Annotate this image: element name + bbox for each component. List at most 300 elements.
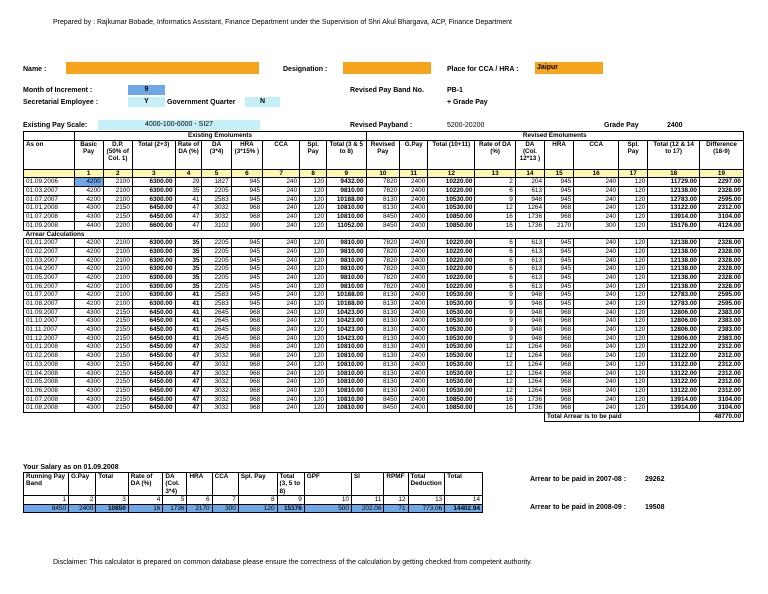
salary-header: Total bbox=[96, 473, 128, 496]
table-row bbox=[24, 204, 744, 213]
table-cell: 120 bbox=[619, 187, 648, 196]
table-row bbox=[24, 282, 744, 291]
table-row bbox=[24, 369, 744, 378]
table-cell: 120 bbox=[619, 352, 648, 361]
table-cell: 2200 bbox=[103, 221, 132, 230]
table-cell: 01.03.2007 bbox=[24, 256, 75, 265]
table-cell: 968 bbox=[231, 404, 262, 413]
table-cell: 10530.00 bbox=[428, 326, 475, 335]
salary-number: 4 bbox=[128, 496, 163, 505]
column-header: Total (12 & 14 to 17) bbox=[648, 140, 700, 169]
table-cell: 6300.00 bbox=[132, 300, 175, 309]
table-cell: 120 bbox=[619, 360, 648, 369]
table-cell: 01.06.2008 bbox=[24, 386, 75, 395]
table-row bbox=[24, 395, 744, 404]
salary-number: 9 bbox=[277, 496, 304, 505]
table-cell: 41 bbox=[175, 334, 202, 343]
table-cell: 3032 bbox=[202, 343, 231, 352]
table-cell: 968 bbox=[545, 404, 574, 413]
table-cell: 120 bbox=[300, 386, 327, 395]
table-cell: 9 bbox=[475, 317, 515, 326]
table-cell: 10220.00 bbox=[428, 282, 475, 291]
table-cell: 4300 bbox=[74, 404, 103, 413]
table-cell: 945 bbox=[231, 187, 262, 196]
salary-value: 300 bbox=[212, 504, 238, 513]
table-cell: 9 bbox=[475, 334, 515, 343]
table-cell: 7820 bbox=[366, 187, 400, 196]
table-cell: 2400 bbox=[400, 300, 428, 309]
table-cell: 945 bbox=[231, 291, 262, 300]
table-cell: 35 bbox=[175, 282, 202, 291]
column-number: 10 bbox=[366, 169, 400, 178]
table-cell: 968 bbox=[545, 395, 574, 404]
table-cell: 240 bbox=[263, 317, 300, 326]
table-cell: 6 bbox=[475, 282, 515, 291]
salary-value: 2400 bbox=[69, 504, 96, 513]
blank-cell bbox=[24, 412, 545, 421]
table-cell: 8450 bbox=[366, 395, 400, 404]
table-cell: 41 bbox=[175, 308, 202, 317]
column-number: 7 bbox=[263, 169, 300, 178]
table-cell: 240 bbox=[263, 256, 300, 265]
table-cell: 35 bbox=[175, 265, 202, 274]
table-row bbox=[24, 334, 744, 343]
table-cell: 2312.00 bbox=[699, 343, 743, 352]
table-row bbox=[24, 386, 744, 395]
table-cell: 968 bbox=[545, 369, 574, 378]
salary-header: Total bbox=[445, 473, 483, 496]
month-label: Month of Increment : bbox=[23, 87, 93, 94]
table-cell: 1736 bbox=[515, 404, 544, 413]
salary-value: 71 bbox=[384, 504, 408, 513]
table-cell: 10530.00 bbox=[428, 291, 475, 300]
table-cell: 948 bbox=[515, 300, 544, 309]
table-cell: 2595.00 bbox=[699, 300, 743, 309]
table-cell: 9810.00 bbox=[327, 239, 366, 248]
table-cell: 12806.00 bbox=[648, 317, 700, 326]
table-cell: 9 bbox=[475, 308, 515, 317]
column-header: Total (10+11) bbox=[428, 140, 475, 169]
table-cell: 4300 bbox=[74, 378, 103, 387]
blank-cell bbox=[24, 132, 75, 141]
table-cell: 01.01.2007 bbox=[24, 239, 75, 248]
table-cell: 2400 bbox=[400, 308, 428, 317]
column-header: Spl. Pay bbox=[300, 140, 327, 169]
table-cell: 945 bbox=[545, 178, 574, 187]
table-cell: 240 bbox=[263, 195, 300, 204]
table-cell: 41 bbox=[175, 300, 202, 309]
table-cell: 968 bbox=[545, 343, 574, 352]
name-field[interactable] bbox=[66, 62, 259, 74]
table-cell: 13122.00 bbox=[648, 204, 700, 213]
table-cell: 3102 bbox=[202, 221, 231, 230]
table-cell: 01.02.2007 bbox=[24, 247, 75, 256]
table-cell: 120 bbox=[619, 265, 648, 274]
emoluments-table bbox=[23, 131, 744, 422]
table-cell: 9810.00 bbox=[327, 273, 366, 282]
salary-value-row bbox=[24, 504, 483, 513]
table-cell: 2205 bbox=[202, 256, 231, 265]
designation-label: Designation : bbox=[283, 66, 328, 73]
table-cell: 12138.00 bbox=[648, 265, 700, 274]
table-cell: 4200 bbox=[74, 282, 103, 291]
table-cell: 120 bbox=[300, 195, 327, 204]
table-cell: 240 bbox=[574, 395, 619, 404]
table-cell: 2400 bbox=[400, 404, 428, 413]
table-cell: 945 bbox=[231, 273, 262, 282]
table-cell: 120 bbox=[619, 213, 648, 222]
table-cell: 47 bbox=[175, 221, 202, 230]
table-cell: 968 bbox=[231, 360, 262, 369]
table-cell: 240 bbox=[263, 378, 300, 387]
table-cell: 3032 bbox=[202, 395, 231, 404]
month-field[interactable]: 9 bbox=[128, 85, 165, 95]
designation-field[interactable] bbox=[343, 62, 431, 74]
table-cell: 10810.00 bbox=[327, 378, 366, 387]
column-number-row bbox=[24, 169, 744, 178]
table-cell: 12783.00 bbox=[648, 300, 700, 309]
table-cell: 240 bbox=[263, 308, 300, 317]
place-label: Place for CCA / HRA : bbox=[447, 66, 519, 73]
column-number: 19 bbox=[699, 169, 743, 178]
table-cell: 968 bbox=[545, 334, 574, 343]
table-cell: 47 bbox=[175, 378, 202, 387]
table-cell: 968 bbox=[231, 369, 262, 378]
place-field[interactable]: Jaipur bbox=[535, 62, 603, 74]
column-number: 3 bbox=[132, 169, 175, 178]
table-cell: 120 bbox=[619, 378, 648, 387]
table-cell: 2328.00 bbox=[699, 187, 743, 196]
table-cell: 968 bbox=[545, 352, 574, 361]
column-number: 2 bbox=[103, 169, 132, 178]
table-cell: 204 bbox=[515, 178, 544, 187]
table-cell: 4400 bbox=[74, 221, 103, 230]
table-cell: 2400 bbox=[400, 239, 428, 248]
table-cell: 11052.00 bbox=[327, 221, 366, 230]
table-cell: 120 bbox=[300, 369, 327, 378]
table-cell: 2205 bbox=[202, 239, 231, 248]
table-cell: 240 bbox=[574, 326, 619, 335]
salary-number: 7 bbox=[212, 496, 238, 505]
table-cell: 8130 bbox=[366, 334, 400, 343]
column-number: 8 bbox=[300, 169, 327, 178]
column-header: DA (Col. 12*13 ) bbox=[515, 140, 544, 169]
table-cell: 12 bbox=[475, 204, 515, 213]
table-cell: 12 bbox=[475, 378, 515, 387]
table-cell: 945 bbox=[231, 256, 262, 265]
table-row bbox=[24, 273, 744, 282]
table-cell: 2400 bbox=[400, 386, 428, 395]
table-cell: 240 bbox=[263, 178, 300, 187]
table-cell: 240 bbox=[574, 369, 619, 378]
table-cell: 9 bbox=[475, 195, 515, 204]
table-cell: 01.04.2007 bbox=[24, 265, 75, 274]
table-cell: 2100 bbox=[103, 273, 132, 282]
arrear-2007-value: 29262 bbox=[645, 476, 665, 483]
table-cell: 10850.00 bbox=[428, 213, 475, 222]
table-cell: 6450.00 bbox=[132, 404, 175, 413]
table-cell: 240 bbox=[263, 265, 300, 274]
quarter-field[interactable]: N bbox=[245, 97, 280, 107]
table-cell: 968 bbox=[231, 213, 262, 222]
table-cell: 968 bbox=[545, 386, 574, 395]
table-cell: 1264 bbox=[515, 204, 544, 213]
table-row bbox=[24, 187, 744, 196]
table-cell: 968 bbox=[231, 317, 262, 326]
table-cell: 01.08.2007 bbox=[24, 300, 75, 309]
table-cell: 3032 bbox=[202, 360, 231, 369]
table-cell: 9810.00 bbox=[327, 187, 366, 196]
table-cell: 9432.00 bbox=[327, 178, 366, 187]
table-cell: 2150 bbox=[103, 326, 132, 335]
table-cell: 2400 bbox=[400, 221, 428, 230]
table-cell: 35 bbox=[175, 247, 202, 256]
group-header-row bbox=[24, 132, 744, 141]
table-cell: 120 bbox=[300, 326, 327, 335]
table-cell: 13122.00 bbox=[648, 378, 700, 387]
table-cell: 01.03.2008 bbox=[24, 360, 75, 369]
table-cell: 120 bbox=[619, 282, 648, 291]
table-cell: 10850.00 bbox=[428, 395, 475, 404]
table-cell: 01.07.2007 bbox=[24, 195, 75, 204]
table-cell: 2400 bbox=[400, 360, 428, 369]
table-cell: 47 bbox=[175, 213, 202, 222]
table-cell: 01.05.2008 bbox=[24, 378, 75, 387]
table-cell: 35 bbox=[175, 273, 202, 282]
arrear-2007-label: Arrear to be paid in 2007-08 : bbox=[530, 476, 627, 483]
table-cell: 6300.00 bbox=[132, 265, 175, 274]
table-cell: 2400 bbox=[400, 378, 428, 387]
column-number: 12 bbox=[428, 169, 475, 178]
table-cell: 2583 bbox=[202, 291, 231, 300]
table-cell: 7820 bbox=[366, 239, 400, 248]
table-cell: 12 bbox=[475, 352, 515, 361]
table-cell: 240 bbox=[263, 386, 300, 395]
table-cell: 47 bbox=[175, 204, 202, 213]
table-cell: 7820 bbox=[366, 256, 400, 265]
salary-value: 202.06 bbox=[351, 504, 383, 513]
table-cell: 120 bbox=[300, 187, 327, 196]
table-cell: 1264 bbox=[515, 378, 544, 387]
table-cell: 2645 bbox=[202, 308, 231, 317]
salary-value: 1736 bbox=[163, 504, 187, 513]
table-cell: 4200 bbox=[74, 195, 103, 204]
table-cell: 01.02.2008 bbox=[24, 352, 75, 361]
table-row bbox=[24, 352, 744, 361]
table-row bbox=[24, 360, 744, 369]
table-cell: 7820 bbox=[366, 273, 400, 282]
table-cell: 240 bbox=[574, 317, 619, 326]
table-cell: 10530.00 bbox=[428, 360, 475, 369]
table-cell: 120 bbox=[619, 308, 648, 317]
table-cell: 6 bbox=[475, 187, 515, 196]
table-cell: 120 bbox=[300, 221, 327, 230]
salary-number: 10 bbox=[304, 496, 351, 505]
table-cell: 120 bbox=[619, 221, 648, 230]
table-cell: 2400 bbox=[400, 265, 428, 274]
table-cell: 945 bbox=[231, 300, 262, 309]
table-cell: 2400 bbox=[400, 195, 428, 204]
table-cell: 9810.00 bbox=[327, 265, 366, 274]
table-cell: 968 bbox=[231, 352, 262, 361]
table-cell: 2205 bbox=[202, 247, 231, 256]
table-cell: 01.07.2008 bbox=[24, 395, 75, 404]
table-cell: 10810.00 bbox=[327, 395, 366, 404]
secretarial-field[interactable]: Y bbox=[128, 97, 165, 107]
table-cell: 10220.00 bbox=[428, 239, 475, 248]
table-cell: 4300 bbox=[74, 352, 103, 361]
salary-number: 14 bbox=[445, 496, 483, 505]
column-header: Difference (18-9) bbox=[699, 140, 743, 169]
salary-header: SI bbox=[351, 473, 383, 496]
table-cell: 8130 bbox=[366, 326, 400, 335]
table-cell: 12783.00 bbox=[648, 195, 700, 204]
column-header: CCA bbox=[263, 140, 300, 169]
salary-number: 13 bbox=[408, 496, 445, 505]
table-cell: 945 bbox=[545, 282, 574, 291]
table-cell: 120 bbox=[300, 378, 327, 387]
column-header-row bbox=[24, 140, 744, 169]
table-cell: 2150 bbox=[103, 360, 132, 369]
table-cell: 2170 bbox=[545, 221, 574, 230]
table-cell: 2583 bbox=[202, 300, 231, 309]
table-cell: 240 bbox=[574, 187, 619, 196]
arrear-2008-label: Arrear to be paid in 2008-09 : bbox=[530, 504, 627, 511]
column-number: 11 bbox=[400, 169, 428, 178]
column-header: Basic Pay bbox=[74, 140, 103, 169]
table-cell: 948 bbox=[515, 326, 544, 335]
revised-payband-value: 5200-20200 bbox=[447, 122, 485, 129]
salary-header: Rate of DA (%) bbox=[128, 473, 163, 496]
table-cell: 6450.00 bbox=[132, 204, 175, 213]
table-cell: 120 bbox=[300, 178, 327, 187]
table-cell: 4300 bbox=[74, 386, 103, 395]
table-cell: 1736 bbox=[515, 395, 544, 404]
table-cell: 2400 bbox=[400, 273, 428, 282]
table-cell: 120 bbox=[619, 343, 648, 352]
column-header: Total (2+3) bbox=[132, 140, 175, 169]
table-cell: 4300 bbox=[74, 317, 103, 326]
table-cell: 10530.00 bbox=[428, 334, 475, 343]
salary-number: 5 bbox=[163, 496, 187, 505]
table-cell: 3032 bbox=[202, 378, 231, 387]
table-cell: 10220.00 bbox=[428, 265, 475, 274]
table-cell: 2595.00 bbox=[699, 195, 743, 204]
table-cell: 4300 bbox=[74, 395, 103, 404]
table-cell: 613 bbox=[515, 256, 544, 265]
salary-title: Your Salary as on 01.09.2008 bbox=[23, 464, 119, 471]
table-cell: 240 bbox=[574, 265, 619, 274]
table-cell: 13122.00 bbox=[648, 352, 700, 361]
table-cell: 6450.00 bbox=[132, 334, 175, 343]
table-cell: 2400 bbox=[400, 247, 428, 256]
disclaimer-text: Disclaimer: This calculator is prepared on common database please ensure the correctness of the calculation by getting checked from competent authority. bbox=[53, 559, 533, 566]
table-cell: 2400 bbox=[400, 334, 428, 343]
table-cell: 8130 bbox=[366, 291, 400, 300]
table-cell: 240 bbox=[574, 256, 619, 265]
table-cell: 2100 bbox=[103, 195, 132, 204]
table-cell: 10530.00 bbox=[428, 378, 475, 387]
table-cell: 10530.00 bbox=[428, 204, 475, 213]
table-cell: 2400 bbox=[400, 369, 428, 378]
secretarial-label: Secretarial Employee : bbox=[23, 99, 99, 106]
table-cell: 945 bbox=[545, 195, 574, 204]
table-cell: 2100 bbox=[103, 187, 132, 196]
table-cell: 12138.00 bbox=[648, 273, 700, 282]
table-cell: 6 bbox=[475, 256, 515, 265]
table-cell: 6 bbox=[475, 247, 515, 256]
table-cell: 2328.00 bbox=[699, 282, 743, 291]
table-cell: 01.07.2008 bbox=[24, 213, 75, 222]
table-cell: 968 bbox=[231, 386, 262, 395]
table-cell: 8130 bbox=[366, 317, 400, 326]
table-cell: 240 bbox=[574, 404, 619, 413]
table-cell: 120 bbox=[619, 369, 648, 378]
table-cell: 01.09.2006 bbox=[24, 178, 75, 187]
table-cell: 12806.00 bbox=[648, 326, 700, 335]
table-cell: 4200 bbox=[74, 291, 103, 300]
table-cell: 12 bbox=[475, 369, 515, 378]
table-cell: 2328.00 bbox=[699, 247, 743, 256]
table-cell: 01.04.2008 bbox=[24, 369, 75, 378]
table-cell: 240 bbox=[574, 213, 619, 222]
table-cell: 120 bbox=[619, 386, 648, 395]
revised-payband-label: Revised Payband : bbox=[350, 122, 413, 129]
prepared-by-text: Prepared by : Rajkumar Bobade, Informatics Assistant, Finance Department under the Supervision of Shri Akul Bhargava, ACP, Finance Department bbox=[53, 19, 512, 26]
table-cell: 240 bbox=[263, 369, 300, 378]
table-cell: 12 bbox=[475, 343, 515, 352]
table-cell: 120 bbox=[300, 352, 327, 361]
total-arrear-row bbox=[24, 412, 744, 421]
table-cell: 945 bbox=[231, 239, 262, 248]
table-cell: 47 bbox=[175, 352, 202, 361]
table-cell: 3104.00 bbox=[699, 404, 743, 413]
table-cell: 6 bbox=[475, 273, 515, 282]
salary-header: Spl. Pay bbox=[238, 473, 277, 496]
table-cell: 7820 bbox=[366, 247, 400, 256]
table-cell: 2150 bbox=[103, 378, 132, 387]
table-cell: 4200 bbox=[74, 256, 103, 265]
salary-number: 12 bbox=[384, 496, 408, 505]
table-cell: 3032 bbox=[202, 352, 231, 361]
table-row bbox=[24, 378, 744, 387]
column-number: 17 bbox=[619, 169, 648, 178]
total-arrear-value: 48770.00 bbox=[699, 412, 743, 421]
table-cell: 945 bbox=[545, 273, 574, 282]
table-cell: 2400 bbox=[400, 282, 428, 291]
table-cell: 16 bbox=[475, 404, 515, 413]
table-cell: 945 bbox=[231, 195, 262, 204]
table-cell: 6450.00 bbox=[132, 386, 175, 395]
table-cell: 47 bbox=[175, 360, 202, 369]
table-cell: 10188.00 bbox=[327, 300, 366, 309]
table-cell: 6300.00 bbox=[132, 291, 175, 300]
table-cell: 01.11.2007 bbox=[24, 326, 75, 335]
table-cell: 6450.00 bbox=[132, 317, 175, 326]
table-cell: 240 bbox=[574, 378, 619, 387]
salary-value: 14402.94 bbox=[445, 504, 483, 513]
table-cell: 968 bbox=[231, 308, 262, 317]
existing-scale-field[interactable]: 4000-100-6000 - SI27 bbox=[98, 120, 260, 130]
salary-header: GPF bbox=[304, 473, 351, 496]
salary-value: 773.06 bbox=[408, 504, 445, 513]
table-cell: 9810.00 bbox=[327, 256, 366, 265]
salary-header: RPMF bbox=[384, 473, 408, 496]
table-cell: 6300.00 bbox=[132, 187, 175, 196]
table-cell: 120 bbox=[300, 239, 327, 248]
table-cell: 2312.00 bbox=[699, 204, 743, 213]
salary-number: 2 bbox=[69, 496, 96, 505]
